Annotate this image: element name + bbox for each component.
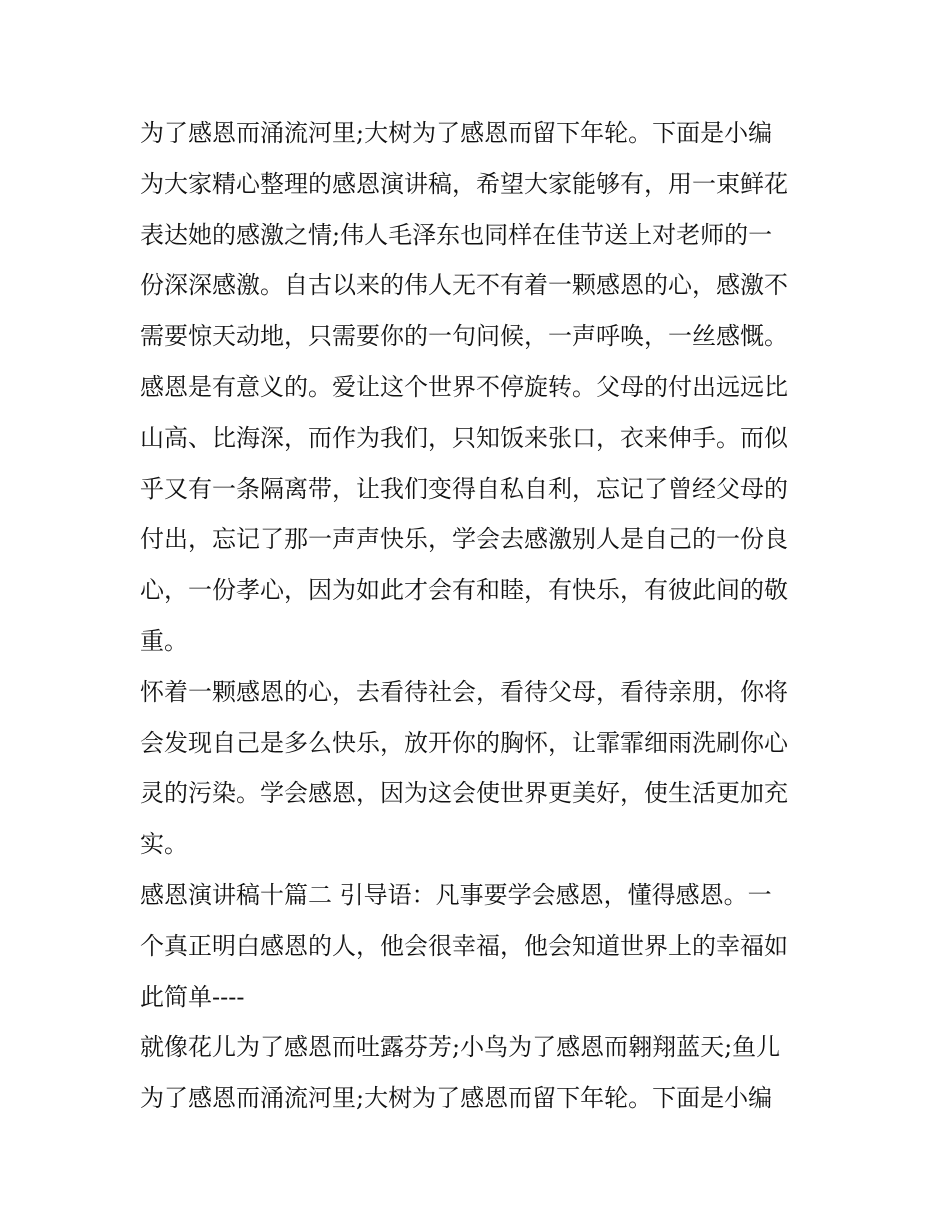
text-line: 为了感恩而涌流河里;大树为了感恩而留下年轮。下面是小编 xyxy=(140,1084,773,1113)
text-line: 为大家精心整理的感恩演讲稿，希望大家能够有，用一束鲜花 xyxy=(140,169,788,198)
text-line: 感恩是有意义的。爱让这个世界不停旋转。父母的付出远远比 xyxy=(140,372,788,401)
text-line: 心，一份孝心，因为如此才会有和睦，有快乐，有彼此间的敬 xyxy=(140,576,788,605)
text-line: 灵的污染。学会感恩，因为这会使世界更美好，使生活更加充 xyxy=(140,779,788,808)
text-line: 实。 xyxy=(140,830,188,859)
text-line: 会发现自己是多么快乐，放开你的胸怀，让霏霏细雨洗刷你心 xyxy=(140,728,788,757)
text-line: 就像花儿为了感恩而吐露芬芳;小鸟为了感恩而翱翔蓝天;鱼儿 xyxy=(140,1033,781,1062)
text-line: 付出，忘记了那一声声快乐，学会去感激别人是自己的一份良 xyxy=(140,525,788,554)
text-line: 感恩演讲稿十篇二 引导语：凡事要学会感恩，懂得感恩。一 xyxy=(140,880,772,909)
text-line: 此简单---- xyxy=(140,982,245,1011)
text-line: 表达她的感激之情;伟人毛泽东也同样在佳节送上对老师的一 xyxy=(140,220,773,249)
text-line: 个真正明白感恩的人，他会很幸福，他会知道世界上的幸福如 xyxy=(140,931,788,960)
text-line: 份深深感激。自古以来的伟人无不有着一颗感恩的心，感激不 xyxy=(140,271,788,300)
text-line: 需要惊天动地，只需要你的一句问候，一声呼唤，一丝感慨。 xyxy=(140,322,788,351)
text-line: 重。 xyxy=(140,626,188,655)
text-line: 为了感恩而涌流河里;大树为了感恩而留下年轮。下面是小编 xyxy=(140,119,773,147)
text-line: 乎又有一条隔离带，让我们变得自私自利，忘记了曾经父母的 xyxy=(140,474,788,503)
text-line: 山高、比海深，而作为我们，只知饭来张口，衣来伸手。而似 xyxy=(140,423,788,452)
text-line: 怀着一颗感恩的心，去看待社会，看待父母，看待亲朋，你将 xyxy=(140,677,788,706)
document-body xyxy=(140,108,820,1124)
